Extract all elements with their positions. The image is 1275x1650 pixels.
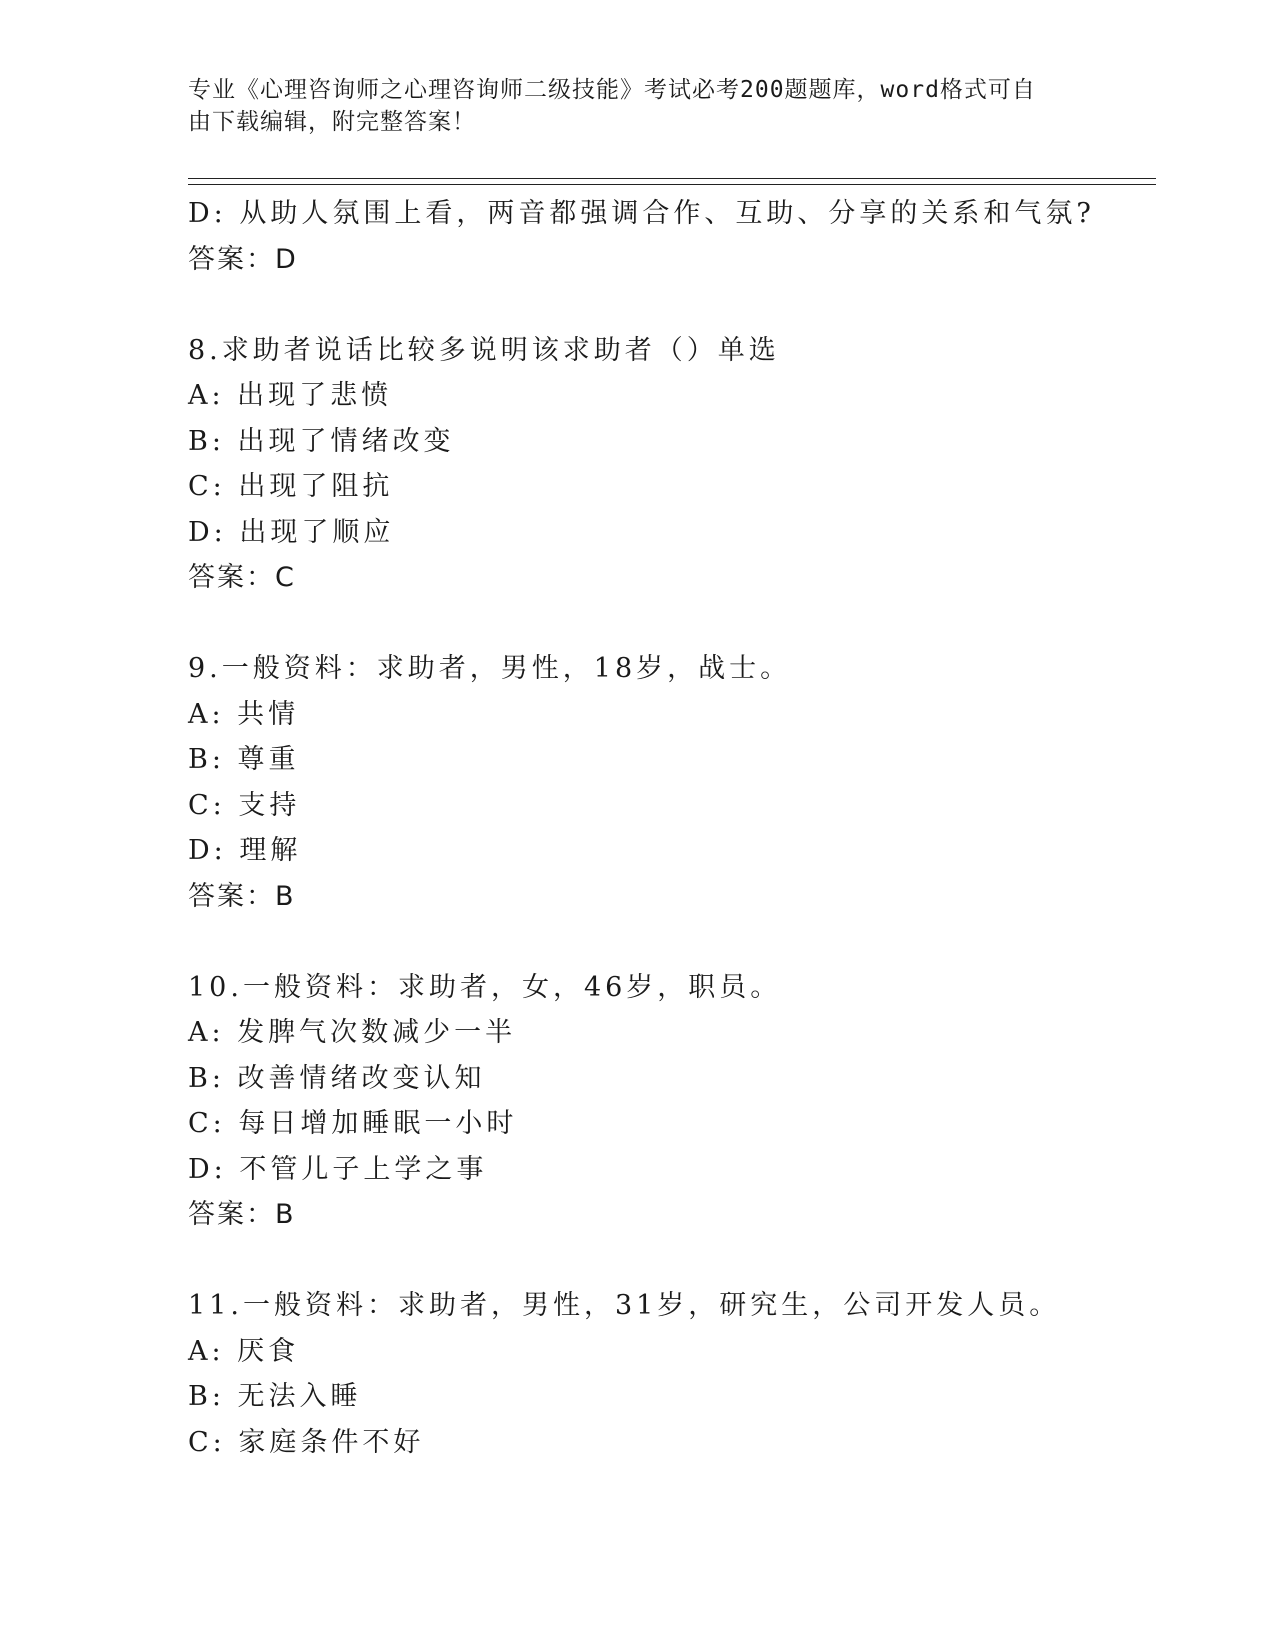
option-b: B: 无法入睡: [188, 1381, 362, 1412]
question-block: [188, 646, 1156, 919]
option-d: D: 不管儿子上学之事: [188, 1153, 488, 1185]
question-stem: 11.一般资料：求助者，男性，31岁，研究生，公司开发人员。: [188, 1290, 1061, 1321]
option-d: D: 出现了顺应: [188, 516, 395, 548]
option-c: C: 出现了阻抗: [188, 471, 394, 502]
option-c: C: 每日增加睡眠一小时: [188, 1108, 518, 1139]
header-line-1: 专业《心理咨询师之心理咨询师二级技能》考试必考200题题库，word格式可自: [188, 77, 1036, 103]
question-stem: 9.一般资料：求助者，男性，18岁，战士。: [188, 653, 792, 684]
answer-line: 答案：B: [188, 1199, 296, 1230]
option-d: D: 理解: [188, 835, 302, 866]
option-b: B: 出现了情绪改变: [188, 425, 455, 457]
option-b: B: 尊重: [188, 744, 300, 775]
spacer: [188, 282, 1156, 328]
option-d: D: 从助人氛围上看，两音都强调合作、互助、分享的关系和气氛?: [188, 198, 1095, 229]
option-a: A: 出现了悲愤: [188, 380, 393, 411]
question-list: [188, 191, 1156, 1465]
answer-line: 答案：D: [188, 243, 298, 275]
question-block: [188, 1283, 1156, 1465]
question-block: [188, 965, 1156, 1238]
header-line-2: 由下载编辑，附完整答案！: [188, 109, 476, 135]
option-b: B: 改善情绪改变认知: [188, 1062, 486, 1094]
header-divider-bottom: [188, 184, 1156, 185]
option-a: A: 共情: [188, 698, 300, 730]
answer-line: 答案：C: [188, 562, 296, 593]
spacer: [188, 601, 1156, 647]
option-c: C: 家庭条件不好: [188, 1426, 425, 1458]
option-c: C: 支持: [188, 789, 301, 821]
option-a: A: 发脾气次数减少一半: [188, 1017, 517, 1048]
option-a: A: 厌食: [188, 1335, 300, 1367]
question-stem: 8.求助者说话比较多说明该求助者（）单选: [188, 334, 780, 366]
spacer: [188, 1238, 1156, 1284]
document-header: [188, 74, 1078, 138]
question-stem: 10.一般资料：求助者，女，46岁，职员。: [188, 971, 782, 1003]
spacer: [188, 919, 1156, 965]
question-block: [188, 328, 1156, 601]
answer-line: 答案：B: [188, 880, 296, 912]
header-divider-top: [188, 178, 1156, 179]
